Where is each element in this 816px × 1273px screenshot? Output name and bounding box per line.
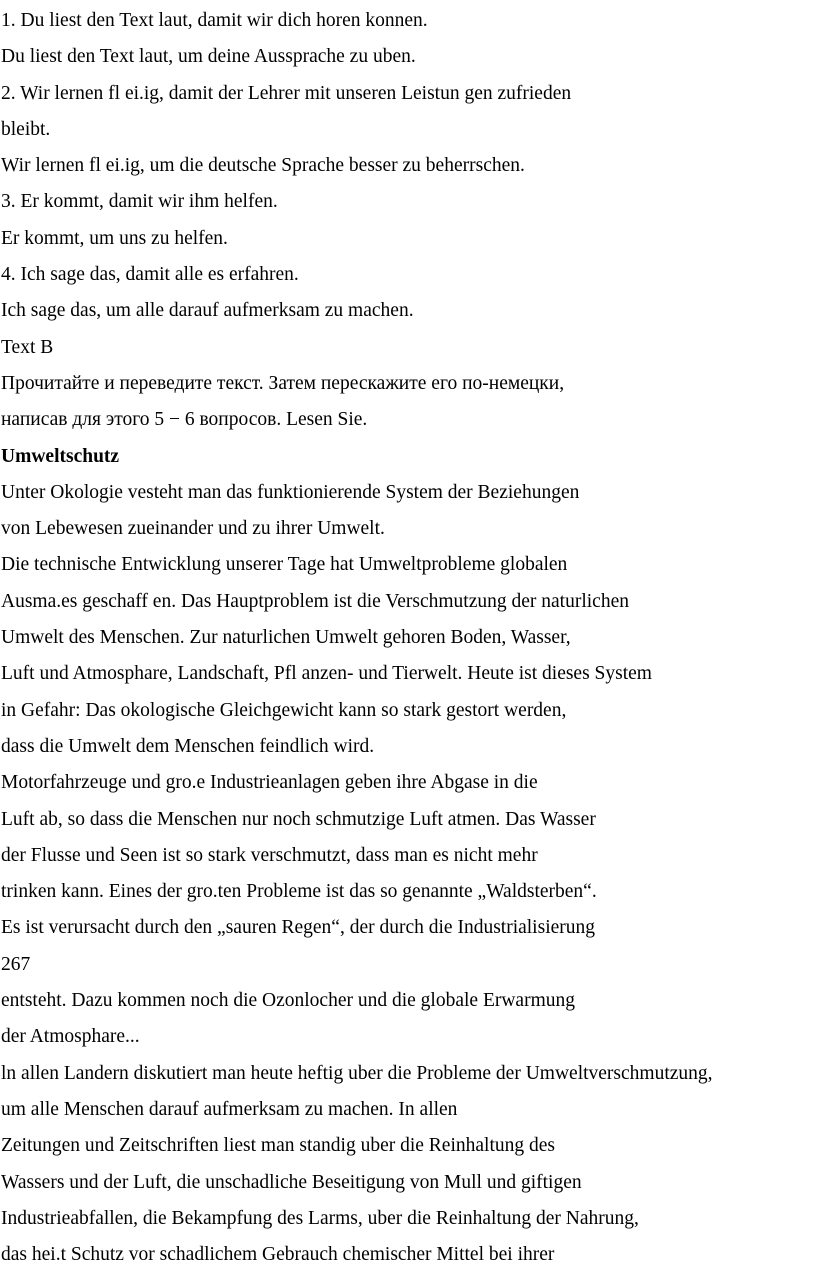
paragraph-line: ln allen Landern diskutiert man heute heftig uber die Probleme der Umweltverschmutzung, <box>1 1062 713 1084</box>
paragraph-line: Luft und Atmosphare, Landschaft, Pfl anzen- und Tierwelt. Heute ist dieses System <box>1 663 652 685</box>
paragraph-line: Ausma.es geschaff en. Das Hauptproblem ist die Verschmutzung der naturlichen <box>1 590 629 612</box>
task-instruction: Прочитайте и переведите текст. Затем перескажите его по-немецки, <box>1 372 565 394</box>
paragraph-line: Industrieabfallen, die Bekampfung des Larms, uber die Reinhaltung der Nahrung, <box>1 1207 639 1229</box>
paragraph-line: der Atmosphare... <box>1 1026 140 1048</box>
paragraph-line: Unter Okologie vesteht man das funktionierende System der Beziehungen <box>1 481 580 503</box>
exercise-3-damit-sentence: 3. Er kommt, damit wir ihm helfen. <box>1 191 278 213</box>
paragraph-line: Motorfahrzeuge und gro.e Industrieanlagen geben ihre Abgase in die <box>1 772 538 794</box>
paragraph-line: von Lebewesen zueinander und zu ihrer Umwelt. <box>1 518 385 540</box>
exercise-2-damit-sentence-continued: bleibt. <box>1 118 51 140</box>
exercise-1-um-zu-sentence: Du liest den Text laut, um deine Aussprache zu uben. <box>1 46 416 68</box>
article-title: Umweltschutz <box>1 445 120 467</box>
page-number: 267 <box>1 953 31 975</box>
document-page <box>1 3 813 1273</box>
exercise-1-damit-sentence: 1. Du liest den Text laut, damit wir dich horen konnen. <box>1 10 428 31</box>
paragraph-line: Luft ab, so dass die Menschen nur noch schmutzige Luft atmen. Das Wasser <box>1 808 596 830</box>
paragraph-line: Die technische Entwicklung unserer Tage hat Umweltprobleme globalen <box>1 554 568 576</box>
exercise-4-damit-sentence: 4. Ich sage das, damit alle es erfahren. <box>1 264 299 286</box>
paragraph-line: dass die Umwelt dem Menschen feindlich wird. <box>1 735 375 757</box>
exercise-2-damit-sentence: 2. Wir lernen fl ei.ig, damit der Lehrer mit unseren Leistun gen zufrieden <box>1 82 572 104</box>
paragraph-line: um alle Menschen darauf aufmerksam zu machen. In allen <box>1 1098 458 1120</box>
paragraph-line: Umwelt des Menschen. Zur naturlichen Umwelt gehoren Boden, Wasser, <box>1 627 571 649</box>
paragraph-line: trinken kann. Eines der gro.ten Probleme ist das so genannte „Waldsterben“. <box>1 881 597 903</box>
task-instruction-continued: написав для этого 5 − 6 вопросов. Lesen Sie. <box>1 409 368 431</box>
paragraph-line: das hei.t Schutz vor schadlichem Gebrauch chemischer Mittel bei ihrer <box>1 1244 555 1266</box>
paragraph-line: Es ist verursacht durch den „sauren Regen“, der durch die Industrialisierung <box>1 917 596 939</box>
paragraph-line: in Gefahr: Das okologische Gleichgewicht kann so stark gestort werden, <box>1 699 567 721</box>
paragraph-line: Wassers und der Luft, die unschadliche Beseitigung von Mull und giftigen <box>1 1171 582 1193</box>
exercise-3-um-zu-sentence: Er kommt, um uns zu helfen. <box>1 227 228 249</box>
exercise-2-um-zu-sentence: Wir lernen fl ei.ig, um die deutsche Sprache besser zu beherrschen. <box>1 155 525 177</box>
paragraph-line: entsteht. Dazu kommen noch die Ozonlocher und die globale Erwarmung <box>1 990 575 1012</box>
paragraph-line: Zeitungen und Zeitschriften liest man standig uber die Reinhaltung des <box>1 1135 555 1157</box>
exercise-4-um-zu-sentence: Ich sage das, um alle darauf aufmerksam zu machen. <box>1 300 414 322</box>
paragraph-line: der Flusse und Seen ist so stark verschmutzt, dass man es nicht mehr <box>1 844 538 866</box>
section-heading-text-b: Text B <box>1 336 54 358</box>
